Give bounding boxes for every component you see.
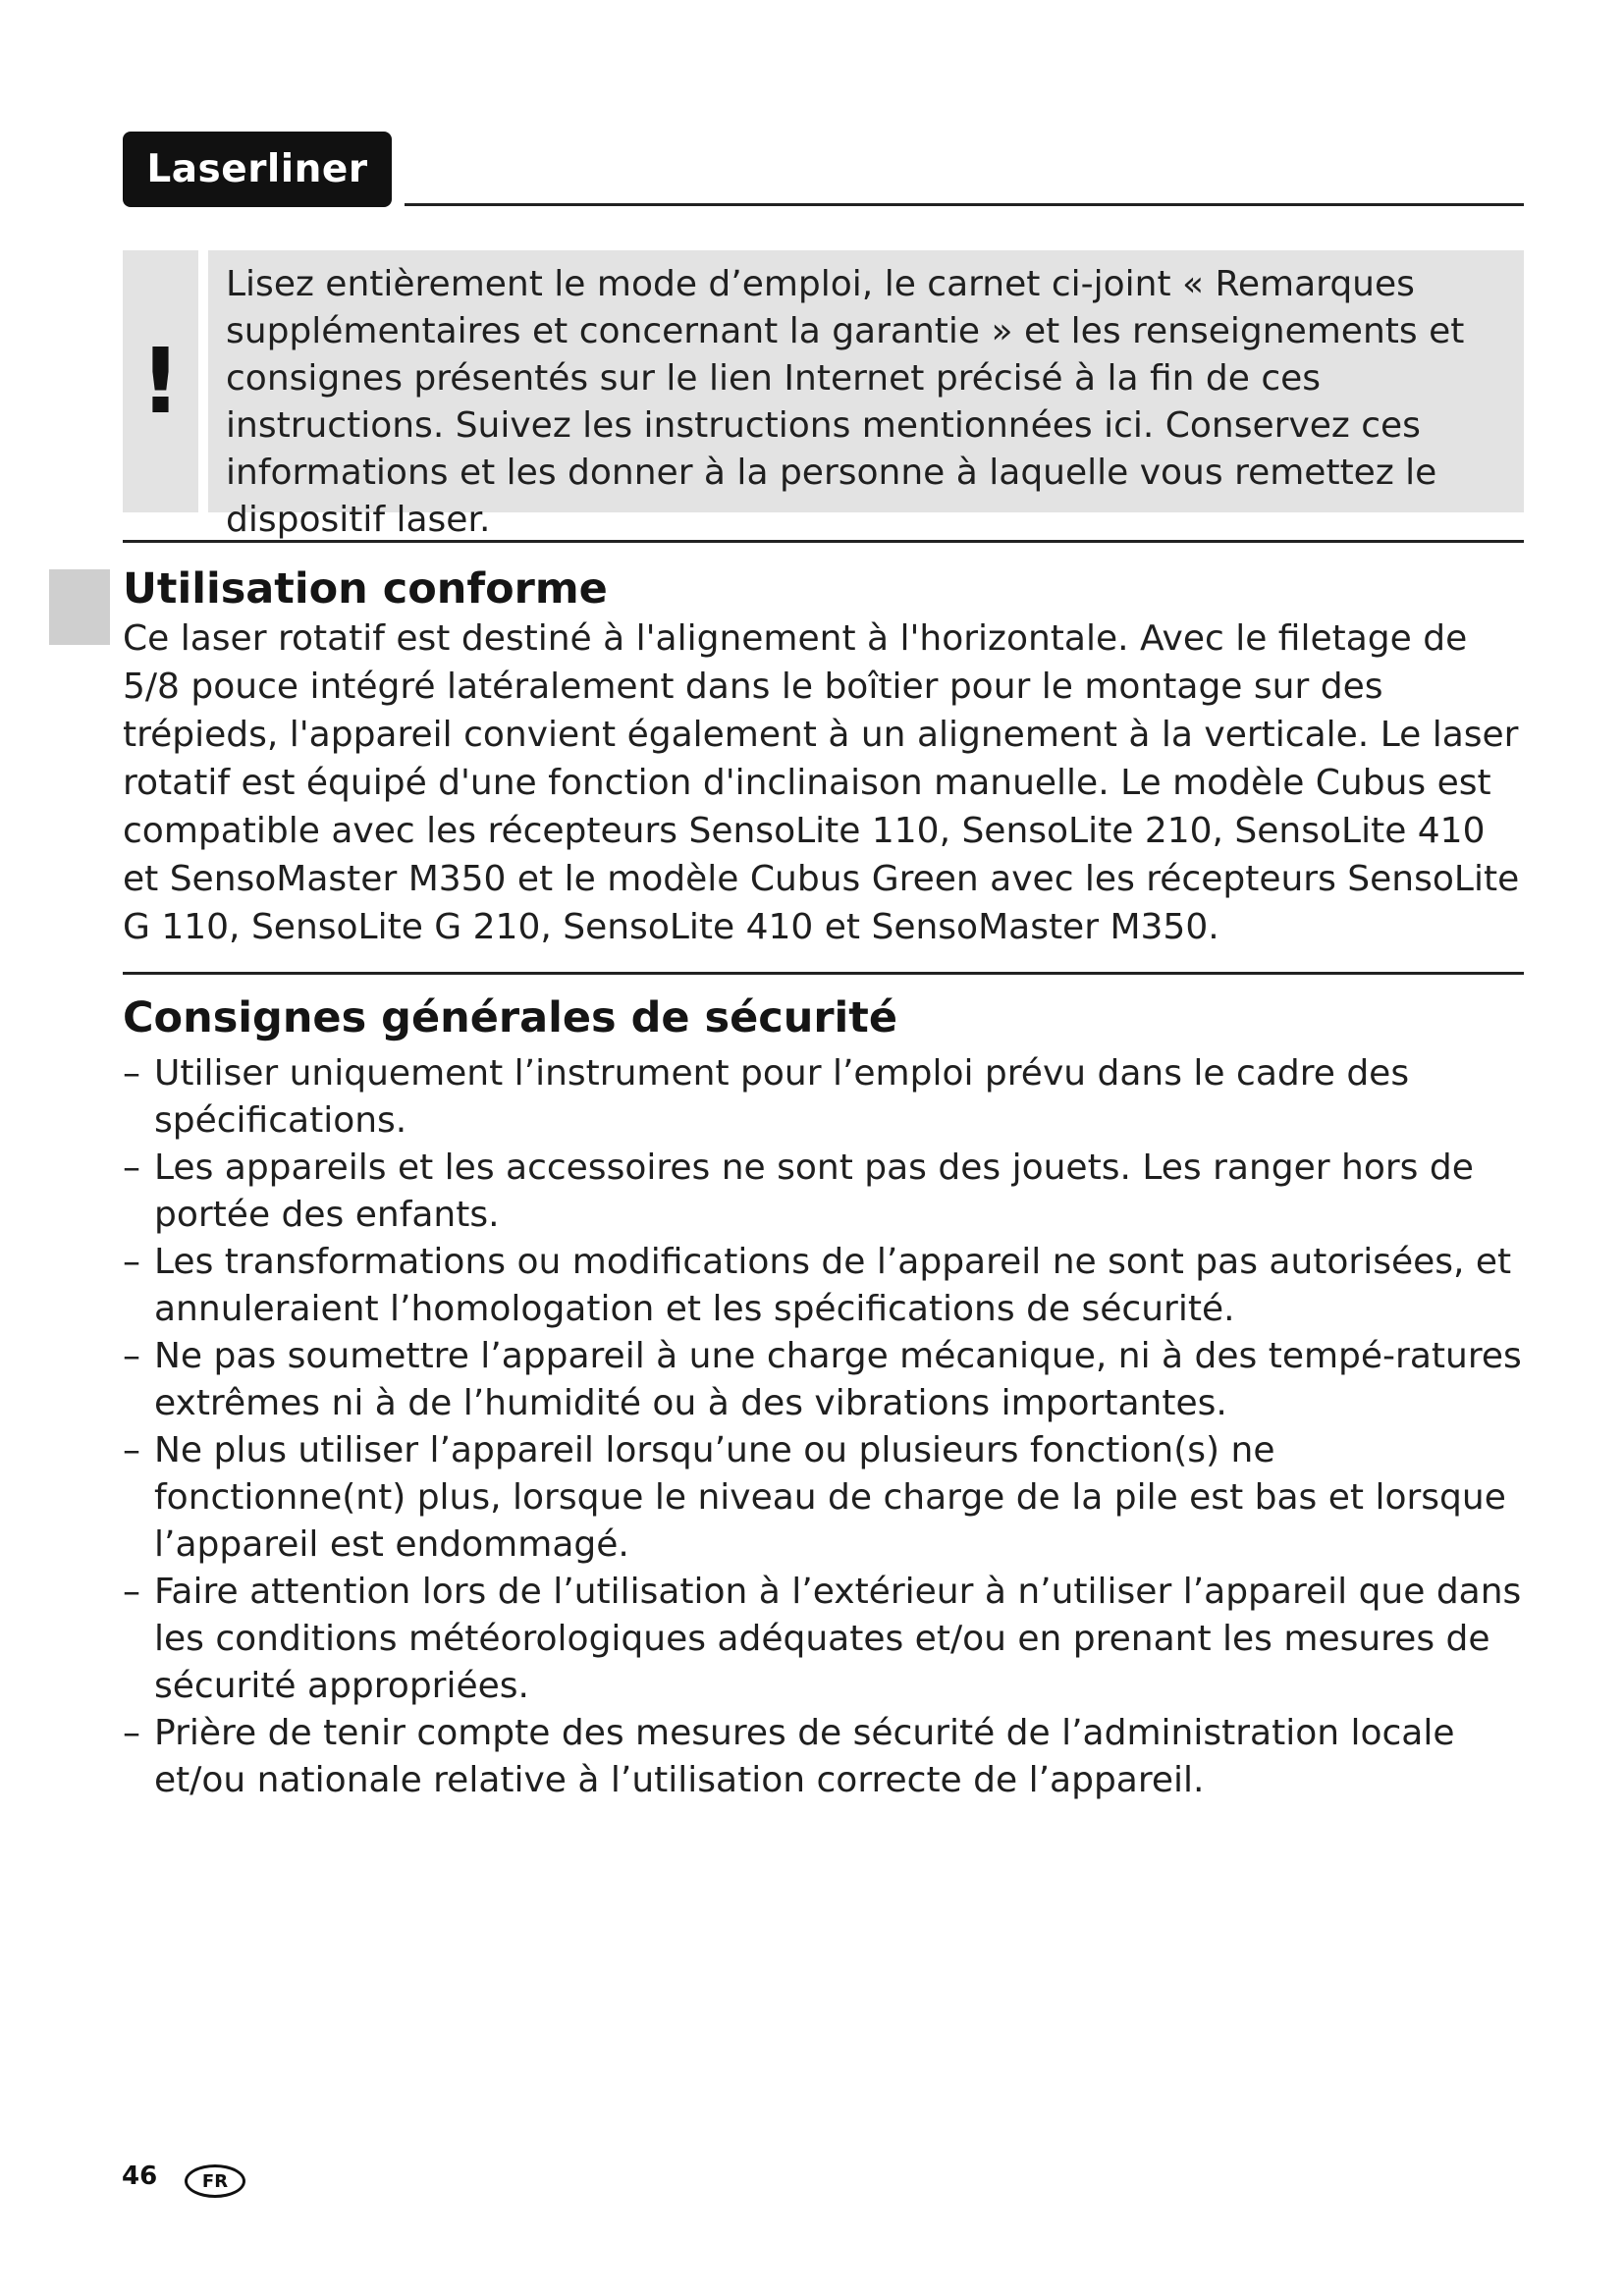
bullet-dash: – <box>123 1430 140 1470</box>
section-divider-usage <box>123 540 1524 543</box>
list-item-text: Ne pas soumettre l’appareil à une charge mécanique, ni à des tempé-ratures extrêmes ni à de l’humidité ou à des vibrations importantes. <box>154 1336 1522 1423</box>
language-badge <box>185 2164 245 2198</box>
safety-heading: Consignes générales de sécurité <box>123 993 898 1042</box>
list-item-text: Faire attention lors de l’utilisation à l’extérieur à n’utiliser l’appareil que dans les conditions météorologiques adéquates et/ou en prenant les mesures de sécurité appropriées. <box>154 1572 1522 1706</box>
list-item-text: Les transformations ou modifications de l’appareil ne sont pas autorisées, et annuleraient l’homologation et les spécifications de sécurité. <box>154 1242 1512 1329</box>
bullet-dash: – <box>123 1148 140 1188</box>
section-marker <box>49 569 110 645</box>
safety-list <box>123 1050 1527 1804</box>
list-item <box>123 1333 1527 1427</box>
bullet-dash: – <box>123 1053 140 1094</box>
list-item <box>123 1050 1527 1145</box>
bullet-dash: – <box>123 1572 140 1612</box>
list-item-text: Utiliser uniquement l’instrument pour l’emploi prévu dans le cadre des spécifications. <box>154 1053 1410 1141</box>
list-item <box>123 1427 1527 1569</box>
language-code: FR <box>201 2170 229 2192</box>
list-item-text: Ne plus utiliser l’appareil lorsqu’une ou plusieurs fonction(s) ne fonctionne(nt) plus, lorsque le niveau de charge de la pile est bas et lorsque l’appareil est endommagé. <box>154 1430 1506 1565</box>
brand-name: Laserliner <box>146 147 368 191</box>
brand-logo <box>123 132 392 207</box>
warning-icon: ! <box>139 329 182 434</box>
notice-text: Lisez entièrement le mode d’emploi, le carnet ci-joint « Remarques supplémentaires et concernant la garantie » et les renseignements et consignes présentés sur le lien Internet précisé à la fin de ces instructions. Suivez les instructions mentionnées ici. Conservez ces informations et les donner à la personne à laquelle vous remettez le dispositif laser. <box>226 264 1465 540</box>
list-item <box>123 1145 1527 1239</box>
list-item <box>123 1710 1527 1804</box>
page-number: 46 <box>122 2162 158 2191</box>
bullet-dash: – <box>123 1713 140 1753</box>
usage-heading: Utilisation conforme <box>123 564 608 614</box>
list-item-text: Les appareils et les accessoires ne sont pas des jouets. Les ranger hors de portée des enfants. <box>154 1148 1474 1235</box>
header-divider <box>405 203 1524 206</box>
bullet-dash: – <box>123 1242 140 1282</box>
list-item <box>123 1239 1527 1333</box>
section-divider-safety <box>123 972 1524 975</box>
list-item <box>123 1569 1527 1710</box>
usage-body: Ce laser rotatif est destiné à l'alignement à l'horizontale. Avec le filetage de 5/8 pouce intégré latéralement dans le boîtier pour le montage sur des trépieds, l'appareil convient également à un alignement à la verticale. Le laser rotatif est équipé d'une fonction d'inclinaison manuelle. Le modèle Cubus est compatible avec les récepteurs SensoLite 110, SensoLite 210, SensoLite 410 et SensoMaster M350 et le modèle Cubus Green avec les récepteurs SensoLite G 110, SensoLite G 210, SensoLite 410 et SensoMaster M350. <box>123 618 1520 947</box>
bullet-dash: – <box>123 1336 140 1376</box>
list-item-text: Prière de tenir compte des mesures de sécurité de l’administration locale et/ou nationale relative à l’utilisation correcte de l’appareil. <box>154 1713 1455 1800</box>
